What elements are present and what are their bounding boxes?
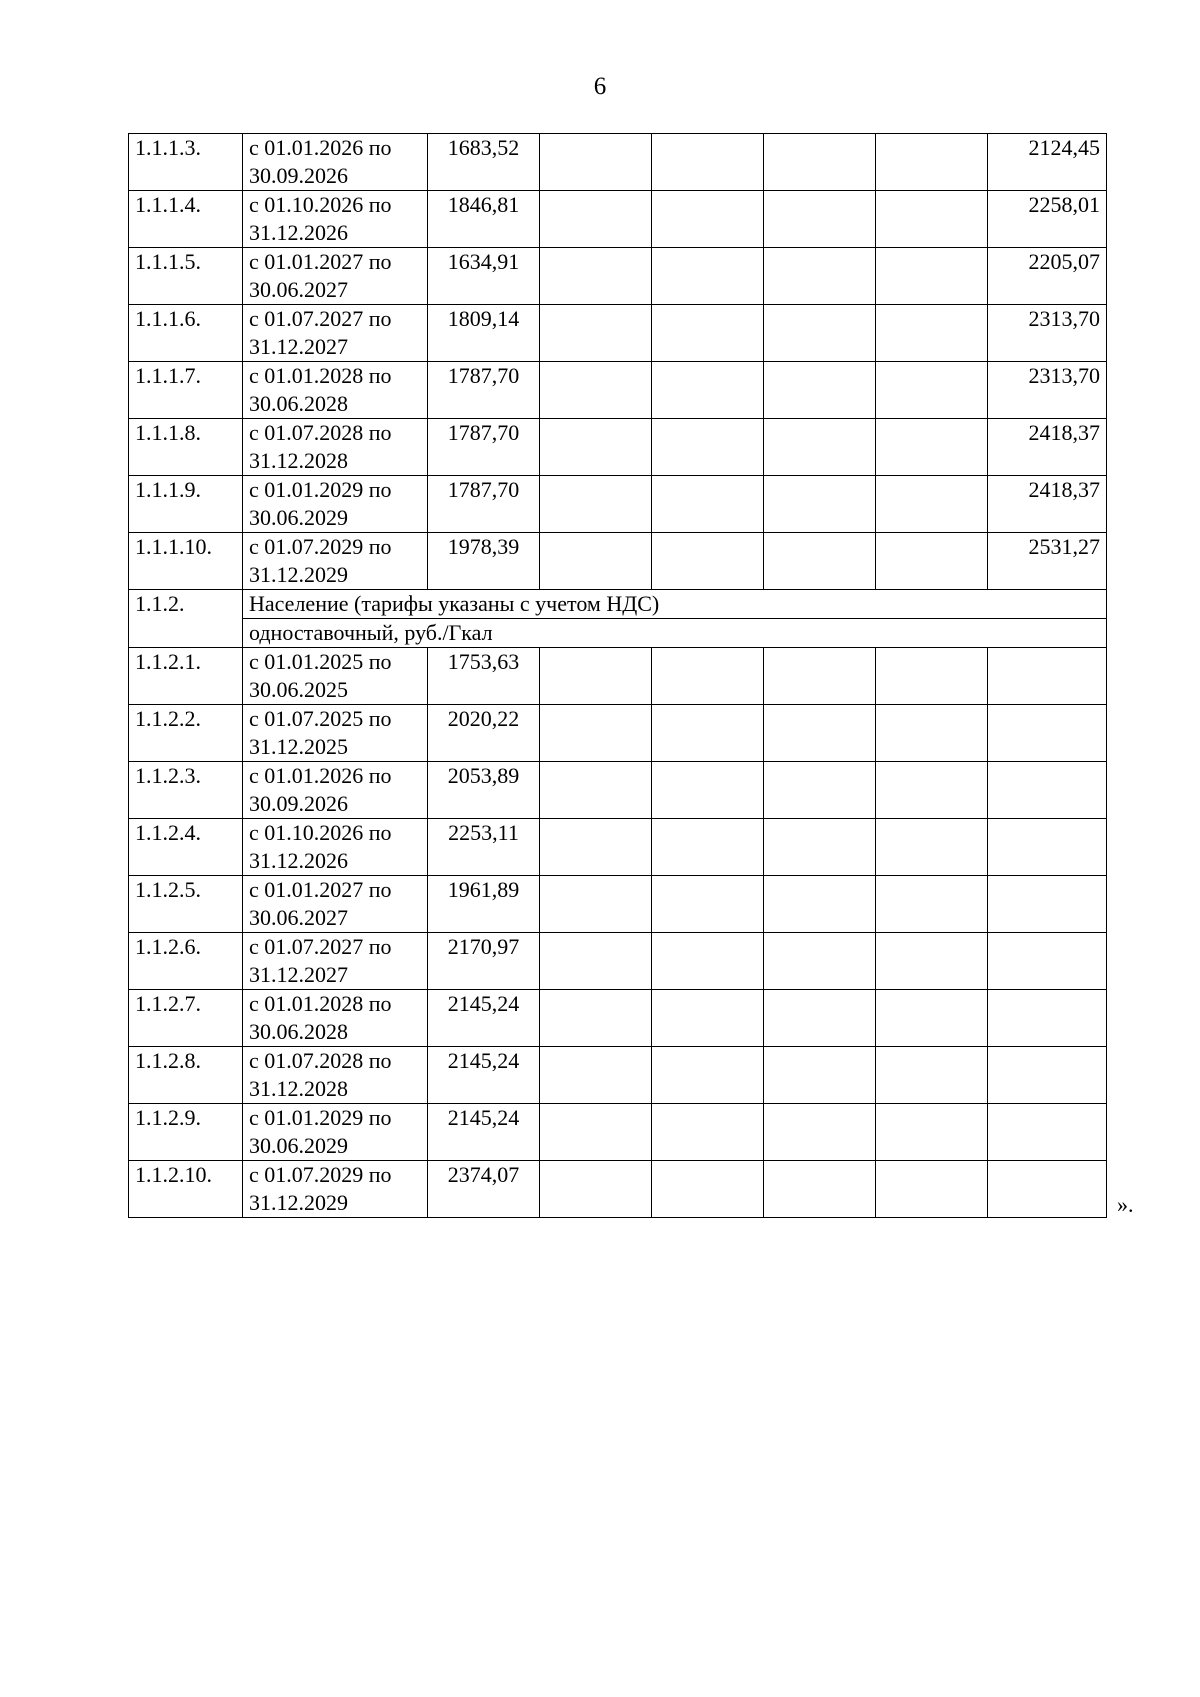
tariff-value: 1683,52	[428, 134, 540, 191]
table-row	[129, 1104, 1107, 1161]
empty-cell	[652, 1161, 764, 1218]
empty-cell	[540, 819, 652, 876]
empty-cell	[652, 990, 764, 1047]
empty-cell	[876, 134, 988, 191]
section-number: 1.1.2.	[129, 590, 243, 648]
row-number: 1.1.1.6.	[129, 305, 243, 362]
section-title: Население (тарифы указаны с учетом НДС)	[243, 590, 1107, 619]
empty-cell	[876, 819, 988, 876]
empty-cell	[876, 705, 988, 762]
table-row	[129, 419, 1107, 476]
period-line-1: с 01.01.2026 по	[249, 135, 392, 160]
table-row	[129, 191, 1107, 248]
period-line-2: 31.12.2029	[249, 1190, 348, 1215]
period-cell	[243, 648, 428, 705]
empty-cell	[652, 533, 764, 590]
period-line-1: с 01.10.2026 по	[249, 192, 392, 217]
tariff-value: 1961,89	[428, 876, 540, 933]
period-cell	[243, 819, 428, 876]
section-header	[129, 590, 1107, 648]
last-value: 2418,37	[988, 476, 1107, 533]
last-value: 2205,07	[988, 248, 1107, 305]
empty-cell	[652, 762, 764, 819]
row-number: 1.1.2.8.	[129, 1047, 243, 1104]
period-cell	[243, 533, 428, 590]
empty-cell	[764, 305, 876, 362]
row-number: 1.1.2.4.	[129, 819, 243, 876]
period-line-1: с 01.01.2026 по	[249, 763, 392, 788]
empty-cell	[540, 305, 652, 362]
empty-cell	[876, 876, 988, 933]
empty-cell	[652, 362, 764, 419]
period-line-1: с 01.01.2029 по	[249, 1105, 392, 1130]
row-number: 1.1.1.9.	[129, 476, 243, 533]
empty-cell	[764, 134, 876, 191]
period-cell	[243, 476, 428, 533]
table-row	[129, 305, 1107, 362]
last-value	[988, 1047, 1107, 1104]
row-number: 1.1.2.3.	[129, 762, 243, 819]
empty-cell	[540, 1161, 652, 1218]
empty-cell	[540, 705, 652, 762]
empty-cell	[652, 134, 764, 191]
period-cell	[243, 248, 428, 305]
empty-cell	[764, 1161, 876, 1218]
empty-cell	[652, 648, 764, 705]
period-line-1: с 01.07.2029 по	[249, 1162, 392, 1187]
closing-quote: ».	[1117, 1192, 1134, 1217]
period-cell	[243, 933, 428, 990]
empty-cell	[876, 533, 988, 590]
last-value	[988, 1104, 1107, 1161]
empty-cell	[876, 990, 988, 1047]
empty-cell	[652, 876, 764, 933]
period-line-1: с 01.07.2028 по	[249, 420, 392, 445]
empty-cell	[764, 648, 876, 705]
empty-cell	[764, 248, 876, 305]
table-body-after	[129, 648, 1107, 1218]
empty-cell	[764, 990, 876, 1047]
period-line-2: 30.06.2029	[249, 1133, 348, 1158]
period-cell	[243, 1161, 428, 1218]
empty-cell	[876, 1104, 988, 1161]
empty-cell	[764, 1047, 876, 1104]
tariff-value: 1978,39	[428, 533, 540, 590]
tariff-value: 1787,70	[428, 362, 540, 419]
period-line-2: 31.12.2026	[249, 220, 348, 245]
table-row	[129, 819, 1107, 876]
last-value	[988, 762, 1107, 819]
empty-cell	[540, 1047, 652, 1104]
empty-cell	[540, 134, 652, 191]
table-row	[129, 933, 1107, 990]
section-subtitle: одноставочный, руб./Гкал	[243, 619, 1107, 648]
period-line-1: с 01.07.2028 по	[249, 1048, 392, 1073]
tariff-value: 1809,14	[428, 305, 540, 362]
empty-cell	[876, 648, 988, 705]
last-value	[988, 933, 1107, 990]
row-number: 1.1.1.8.	[129, 419, 243, 476]
tariff-value: 2374,07	[428, 1161, 540, 1218]
empty-cell	[652, 191, 764, 248]
row-number: 1.1.1.4.	[129, 191, 243, 248]
period-cell	[243, 1104, 428, 1161]
empty-cell	[540, 990, 652, 1047]
period-cell	[243, 762, 428, 819]
empty-cell	[540, 1104, 652, 1161]
tariff-value: 2170,97	[428, 933, 540, 990]
empty-cell	[652, 933, 764, 990]
empty-cell	[764, 476, 876, 533]
period-line-2: 30.09.2026	[249, 163, 348, 188]
period-cell	[243, 876, 428, 933]
period-line-2: 30.06.2029	[249, 505, 348, 530]
period-line-2: 31.12.2027	[249, 962, 348, 987]
period-cell	[243, 134, 428, 191]
empty-cell	[540, 876, 652, 933]
tariff-value: 1787,70	[428, 476, 540, 533]
period-line-2: 30.06.2025	[249, 677, 348, 702]
empty-cell	[540, 419, 652, 476]
section-title-row	[129, 590, 1107, 619]
empty-cell	[764, 362, 876, 419]
empty-cell	[652, 705, 764, 762]
row-number: 1.1.2.10.	[129, 1161, 243, 1218]
row-number: 1.1.1.5.	[129, 248, 243, 305]
empty-cell	[540, 248, 652, 305]
empty-cell	[876, 1047, 988, 1104]
page-number: 6	[593, 73, 607, 100]
period-line-1: с 01.07.2027 по	[249, 934, 392, 959]
last-value	[988, 648, 1107, 705]
empty-cell	[764, 1104, 876, 1161]
tariff-value: 2145,24	[428, 990, 540, 1047]
empty-cell	[540, 933, 652, 990]
empty-cell	[876, 305, 988, 362]
period-cell	[243, 362, 428, 419]
period-cell	[243, 305, 428, 362]
row-number: 1.1.2.9.	[129, 1104, 243, 1161]
last-value: 2313,70	[988, 305, 1107, 362]
table-row	[129, 705, 1107, 762]
period-line-1: с 01.01.2028 по	[249, 991, 392, 1016]
empty-cell	[764, 933, 876, 990]
table-row	[129, 476, 1107, 533]
empty-cell	[764, 419, 876, 476]
row-number: 1.1.1.7.	[129, 362, 243, 419]
table-row	[129, 762, 1107, 819]
table-row	[129, 248, 1107, 305]
empty-cell	[652, 248, 764, 305]
empty-cell	[764, 762, 876, 819]
tariff-value: 1634,91	[428, 248, 540, 305]
empty-cell	[540, 362, 652, 419]
row-number: 1.1.2.5.	[129, 876, 243, 933]
empty-cell	[764, 705, 876, 762]
period-line-2: 30.06.2027	[249, 277, 348, 302]
empty-cell	[876, 1161, 988, 1218]
empty-cell	[876, 933, 988, 990]
period-line-1: с 01.01.2029 по	[249, 477, 392, 502]
table-row	[129, 1161, 1107, 1218]
last-value: 2258,01	[988, 191, 1107, 248]
tariff-value: 2053,89	[428, 762, 540, 819]
empty-cell	[876, 476, 988, 533]
table-body-before	[129, 134, 1107, 590]
table-row	[129, 533, 1107, 590]
table-row	[129, 1047, 1107, 1104]
tariff-table	[128, 133, 1107, 1218]
period-line-2: 31.12.2026	[249, 848, 348, 873]
tariff-value: 2145,24	[428, 1047, 540, 1104]
empty-cell	[540, 762, 652, 819]
last-value: 2531,27	[988, 533, 1107, 590]
empty-cell	[876, 362, 988, 419]
period-line-2: 31.12.2028	[249, 448, 348, 473]
row-number: 1.1.2.2.	[129, 705, 243, 762]
empty-cell	[876, 762, 988, 819]
table-row	[129, 990, 1107, 1047]
row-number: 1.1.2.6.	[129, 933, 243, 990]
empty-cell	[764, 876, 876, 933]
last-value: 2124,45	[988, 134, 1107, 191]
period-line-2: 30.09.2026	[249, 791, 348, 816]
row-number: 1.1.2.7.	[129, 990, 243, 1047]
table-row	[129, 134, 1107, 191]
empty-cell	[876, 191, 988, 248]
empty-cell	[876, 419, 988, 476]
period-line-1: с 01.01.2028 по	[249, 363, 392, 388]
row-number: 1.1.1.10.	[129, 533, 243, 590]
empty-cell	[540, 476, 652, 533]
table-row	[129, 362, 1107, 419]
table-row	[129, 648, 1107, 705]
last-value	[988, 876, 1107, 933]
period-line-1: с 01.07.2027 по	[249, 306, 392, 331]
period-cell	[243, 419, 428, 476]
empty-cell	[652, 819, 764, 876]
tariff-value: 1846,81	[428, 191, 540, 248]
last-value: 2418,37	[988, 419, 1107, 476]
period-line-2: 31.12.2027	[249, 334, 348, 359]
section-subtitle-row	[129, 619, 1107, 648]
tariff-value: 1787,70	[428, 419, 540, 476]
period-line-1: с 01.07.2029 по	[249, 534, 392, 559]
last-value	[988, 990, 1107, 1047]
tariff-value: 2020,22	[428, 705, 540, 762]
period-line-2: 31.12.2028	[249, 1076, 348, 1101]
period-line-2: 30.06.2028	[249, 1019, 348, 1044]
empty-cell	[540, 648, 652, 705]
period-cell	[243, 705, 428, 762]
table-row	[129, 876, 1107, 933]
last-value: 2313,70	[988, 362, 1107, 419]
period-line-2: 31.12.2029	[249, 562, 348, 587]
row-number: 1.1.1.3.	[129, 134, 243, 191]
period-line-2: 31.12.2025	[249, 734, 348, 759]
period-line-1: с 01.01.2027 по	[249, 249, 392, 274]
empty-cell	[764, 191, 876, 248]
empty-cell	[652, 1047, 764, 1104]
period-cell	[243, 1047, 428, 1104]
empty-cell	[764, 819, 876, 876]
period-line-2: 30.06.2028	[249, 391, 348, 416]
last-value	[988, 705, 1107, 762]
empty-cell	[540, 191, 652, 248]
period-line-1: с 01.01.2027 по	[249, 877, 392, 902]
row-number: 1.1.2.1.	[129, 648, 243, 705]
period-line-2: 30.06.2027	[249, 905, 348, 930]
period-line-1: с 01.10.2026 по	[249, 820, 392, 845]
last-value	[988, 1161, 1107, 1218]
last-value	[988, 819, 1107, 876]
empty-cell	[540, 533, 652, 590]
period-cell	[243, 990, 428, 1047]
empty-cell	[876, 248, 988, 305]
period-line-1: с 01.01.2025 по	[249, 649, 392, 674]
tariff-value: 2145,24	[428, 1104, 540, 1161]
empty-cell	[652, 305, 764, 362]
empty-cell	[652, 1104, 764, 1161]
period-cell	[243, 191, 428, 248]
tariff-value: 2253,11	[428, 819, 540, 876]
empty-cell	[764, 533, 876, 590]
tariff-value: 1753,63	[428, 648, 540, 705]
period-line-1: с 01.07.2025 по	[249, 706, 392, 731]
empty-cell	[652, 419, 764, 476]
empty-cell	[652, 476, 764, 533]
